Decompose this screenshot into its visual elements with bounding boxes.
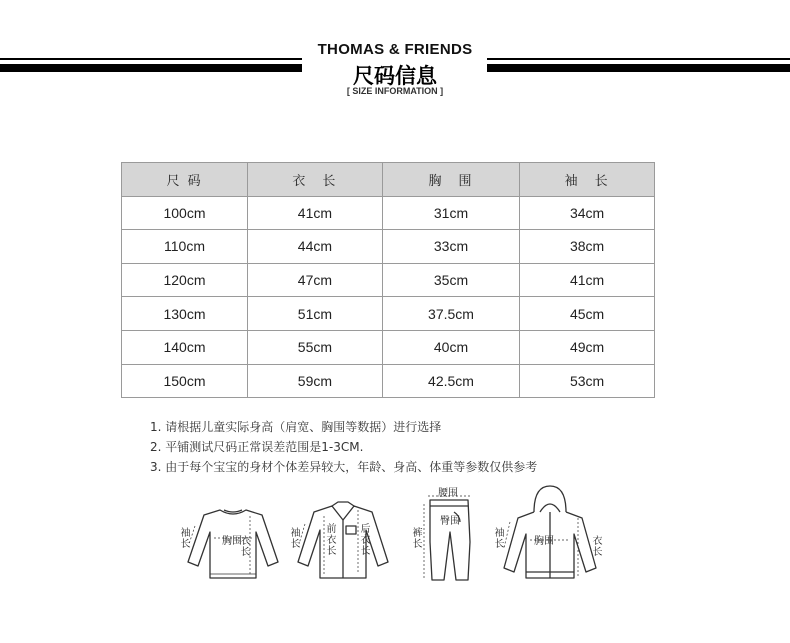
cell-sleeve: 38cm — [520, 230, 655, 264]
cell-chest: 31cm — [382, 196, 519, 230]
cell-sleeve: 41cm — [520, 263, 655, 297]
size-notes — [150, 417, 537, 477]
cell-size: 100cm — [122, 196, 248, 230]
page-title: 尺码信息 — [353, 64, 437, 88]
cell-size: 110cm — [122, 230, 248, 264]
page-subtitle: [ SIZE INFORMATION ] — [346, 86, 444, 96]
cell-length: 51cm — [248, 297, 383, 331]
pants-diagram — [402, 482, 482, 582]
shirt-front-length-label: 前 衣 长 — [326, 524, 337, 557]
brand-name: THOMAS & FRIENDS — [317, 41, 473, 58]
cell-chest: 33cm — [382, 230, 519, 264]
cell-chest: 37.5cm — [382, 297, 519, 331]
hoodie-sleeve-label: 袖 长 — [494, 528, 505, 550]
cell-sleeve: 45cm — [520, 297, 655, 331]
pants-hip-label: 臀围 — [440, 516, 460, 527]
cell-length: 41cm — [248, 196, 383, 230]
note-item: 3. 由于每个宝宝的身材个体差异较大，年龄、身高、体重等参数仅供参考 — [150, 460, 538, 474]
cell-chest: 40cm — [382, 330, 519, 364]
cell-sleeve: 34cm — [520, 196, 655, 230]
note-item: 1. 请根据儿童实际身高（肩宽、胸围等数据）进行选择 — [150, 420, 442, 434]
table-row — [122, 196, 655, 230]
hoodie-diagram — [490, 482, 610, 582]
header-chest: 胸 围 — [382, 163, 519, 197]
cell-chest: 35cm — [382, 263, 519, 297]
cell-sleeve: 53cm — [520, 364, 655, 398]
pants-length-label: 裤 长 — [412, 528, 423, 550]
pants-waist-label: 腰围 — [438, 488, 458, 499]
tshirt-chest-label: 胸围 — [222, 536, 242, 547]
cell-size: 130cm — [122, 297, 248, 331]
cell-length: 55cm — [248, 330, 383, 364]
shirt-icon — [288, 482, 398, 582]
measurement-diagrams — [170, 482, 620, 592]
table-row — [122, 263, 655, 297]
shirt-back-length-label: 后 衣 长 — [360, 524, 371, 557]
header-length: 衣 长 — [248, 163, 383, 197]
cell-sleeve: 49cm — [520, 330, 655, 364]
shirt-sleeve-label: 袖 长 — [290, 528, 301, 550]
table-header-row — [122, 163, 655, 197]
hoodie-chest-label: 胸围 — [534, 536, 554, 547]
table-row — [122, 230, 655, 264]
table-row — [122, 364, 655, 398]
header-sleeve: 袖 长 — [520, 163, 655, 197]
tshirt-sleeve-label: 袖 长 — [180, 528, 191, 550]
cell-chest: 42.5cm — [382, 364, 519, 398]
cell-length: 59cm — [248, 364, 383, 398]
header-size: 尺 码 — [122, 163, 248, 197]
table-row — [122, 297, 655, 331]
cell-size: 140cm — [122, 330, 248, 364]
tshirt-length-label: 衣 长 — [240, 536, 251, 558]
page-header — [0, 0, 790, 110]
note-item: 2. 平铺测试尺码正常误差范围是1-3CM. — [150, 440, 364, 454]
hoodie-length-label: 衣 长 — [592, 536, 603, 558]
shirt-diagram — [288, 482, 398, 582]
cell-length: 44cm — [248, 230, 383, 264]
size-table — [121, 162, 655, 398]
cell-size: 150cm — [122, 364, 248, 398]
cell-size: 120cm — [122, 263, 248, 297]
table-row — [122, 330, 655, 364]
tshirt-diagram — [178, 482, 288, 582]
cell-length: 47cm — [248, 263, 383, 297]
